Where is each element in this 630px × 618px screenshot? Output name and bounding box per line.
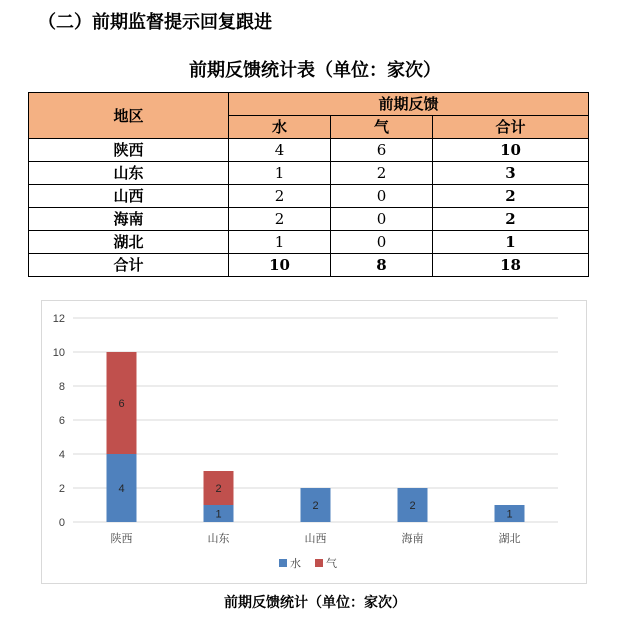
row-gas: 6	[331, 139, 433, 162]
header-region: 地区	[29, 93, 229, 139]
y-tick-label: 10	[52, 347, 65, 359]
row-gas: 0	[331, 231, 433, 254]
table-row	[29, 231, 589, 254]
row-region: 湖北	[29, 231, 229, 254]
x-tick-label: 陕西	[110, 533, 133, 545]
chart-container	[41, 300, 587, 584]
row-water: 2	[229, 185, 331, 208]
sum-total: 18	[433, 254, 589, 277]
header-water: 水	[229, 116, 331, 139]
data-label: 2	[215, 483, 222, 495]
row-region: 山西	[29, 185, 229, 208]
table-row	[29, 162, 589, 185]
x-tick-label: 山东	[207, 533, 230, 545]
data-label: 1	[506, 508, 513, 521]
y-tick-label: 6	[58, 415, 65, 427]
sum-gas: 8	[331, 254, 433, 277]
table-row	[29, 185, 589, 208]
row-water: 1	[229, 231, 331, 254]
row-water: 1	[229, 162, 331, 185]
row-region: 山东	[29, 162, 229, 185]
table-title: 前期反馈统计表（单位：家次）	[189, 60, 441, 81]
feedback-table	[28, 92, 589, 277]
row-total: 3	[433, 162, 589, 185]
data-label: 6	[118, 398, 125, 410]
row-total: 2	[433, 185, 589, 208]
y-tick-label: 12	[52, 313, 65, 325]
table-row	[29, 139, 589, 162]
x-tick-label: 山西	[304, 533, 327, 545]
row-region: 海南	[29, 208, 229, 231]
row-gas: 2	[331, 162, 433, 185]
row-total: 2	[433, 208, 589, 231]
legend-label: 水	[290, 558, 301, 570]
header-gas: 气	[331, 116, 433, 139]
y-tick-label: 0	[58, 517, 65, 529]
data-label: 2	[312, 500, 319, 512]
y-tick-label: 8	[58, 381, 65, 393]
data-label: 2	[409, 500, 416, 512]
row-gas: 0	[331, 208, 433, 231]
table-sum-row	[29, 254, 589, 277]
stacked-bar-chart	[42, 301, 588, 585]
row-region: 陕西	[29, 139, 229, 162]
data-label: 1	[215, 508, 222, 521]
legend-label: 气	[326, 558, 337, 570]
sum-region: 合计	[29, 254, 229, 277]
sum-water: 10	[229, 254, 331, 277]
row-total: 10	[433, 139, 589, 162]
row-gas: 0	[331, 185, 433, 208]
y-tick-label: 4	[58, 449, 65, 461]
y-tick-label: 2	[58, 483, 65, 495]
legend-swatch	[279, 559, 287, 567]
chart-caption: 前期反馈统计（单位：家次）	[224, 595, 406, 611]
legend-swatch	[315, 559, 323, 567]
table-row	[29, 208, 589, 231]
section-heading: （二）前期监督提示回复跟进	[38, 12, 272, 33]
row-water: 4	[229, 139, 331, 162]
header-total: 合计	[433, 116, 589, 139]
data-label: 4	[118, 483, 125, 495]
row-water: 2	[229, 208, 331, 231]
row-total: 1	[433, 231, 589, 254]
x-tick-label: 海南	[401, 533, 424, 545]
x-tick-label: 湖北	[498, 533, 521, 545]
header-group: 前期反馈	[229, 93, 589, 116]
